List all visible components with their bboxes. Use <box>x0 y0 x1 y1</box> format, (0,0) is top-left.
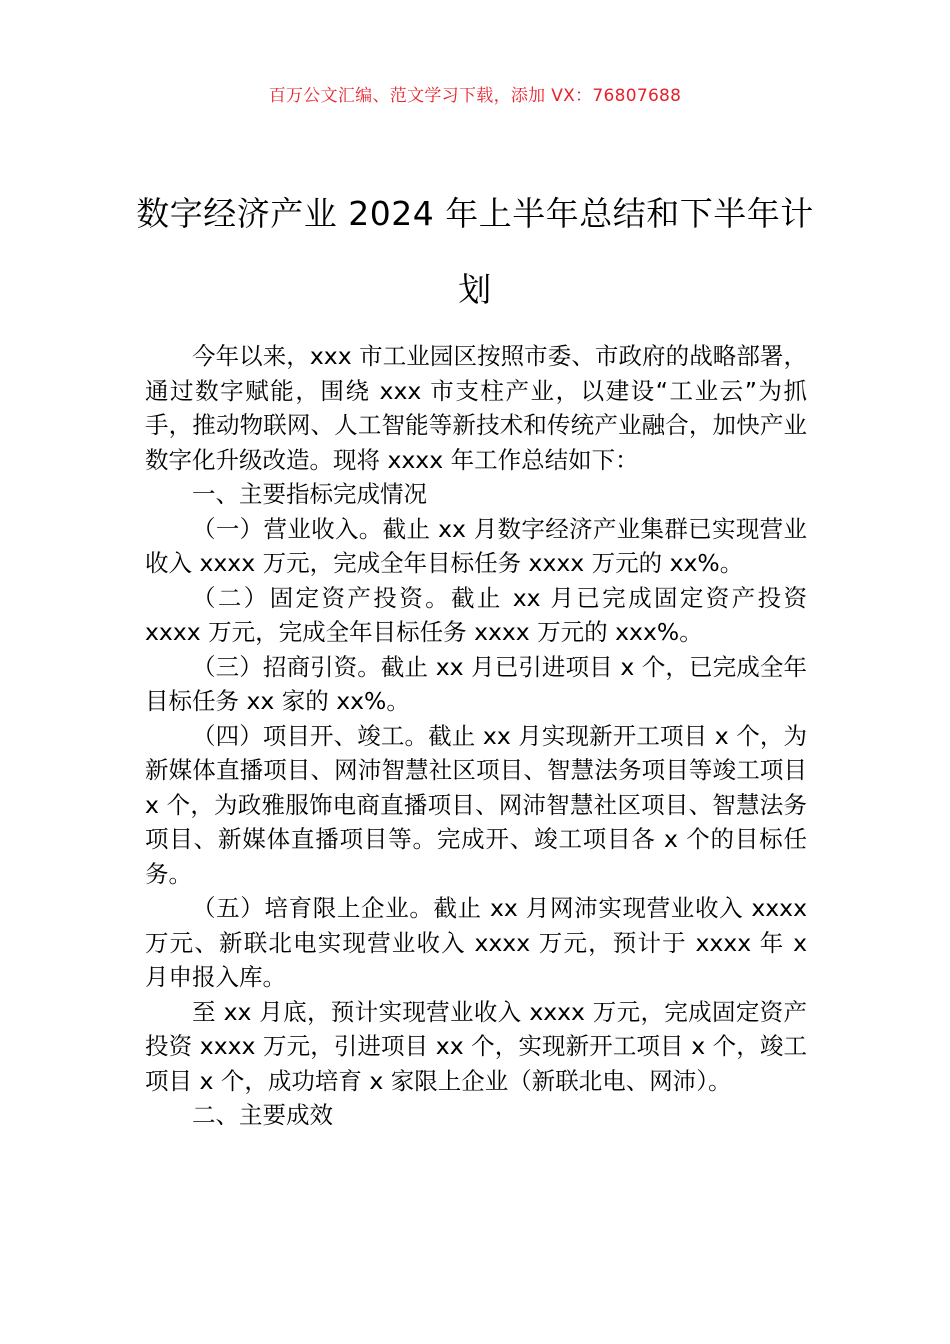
header-note: 百万公文汇编、范文学习下载，添加 VX：76807688 <box>268 86 682 106</box>
section-heading-1: 一、主要指标完成情况 <box>192 480 427 508</box>
page-title: 数字经济产业 2024 年上半年总结和下半年计划 <box>136 194 814 309</box>
paragraph-projects: （四）项目开、竣工。截止 xx 月实现新开工项目 x 个，为新媒体直播项目、网沛智慧社区项目、智慧法务项目等竣工项目 x 个，为政雅服饰电商直播项目、网沛智慧社区项目、智慧法务项目、新媒体直播项目等。完成开、竣工项目各 x 个的目标任务。 <box>145 721 807 888</box>
intro-paragraph: 今年以来，xxx 市工业园区按照市委、市政府的战略部署，通过数字赋能，围绕 xxx 市支柱产业，以建设“工业云”为抓手，推动物联网、人工智能等新技术和传统产业融合，加快产业数字化升级改造。现将 xxxx 年工作总结如下： <box>145 342 807 474</box>
paragraph-revenue: （一）营业收入。截止 xx 月数字经济产业集群已实现营业收入 xxxx 万元，完成全年目标任务 xxxx 万元的 xx%。 <box>145 514 807 577</box>
paragraph-fixed-assets: （二）固定资产投资。截止 xx 月已完成固定资产投资 xxxx 万元，完成全年目标任务 xxxx 万元的 xxx%。 <box>145 583 807 646</box>
paragraph-investment: （三）招商引资。截止 xx 月已引进项目 x 个，已完成全年目标任务 xx 家的 xx%。 <box>145 652 807 715</box>
section-heading-2: 二、主要成效 <box>192 1101 333 1129</box>
paragraph-summary: 至 xx 月底，预计实现营业收入 xxxx 万元，完成固定资产投资 xxxx 万元，引进项目 xx 个，实现新开工项目 x 个，竣工项目 x 个，成功培育 x 家限上企业（新联北电、网沛）。 <box>145 997 807 1095</box>
document-body <box>145 339 807 1133</box>
paragraph-enterprises: （五）培育限上企业。截止 xx 月网沛实现营业收入 xxxx 万元、新联北电实现营业收入 xxxx 万元，预计于 xxxx 年 x 月申报入库。 <box>145 894 807 991</box>
